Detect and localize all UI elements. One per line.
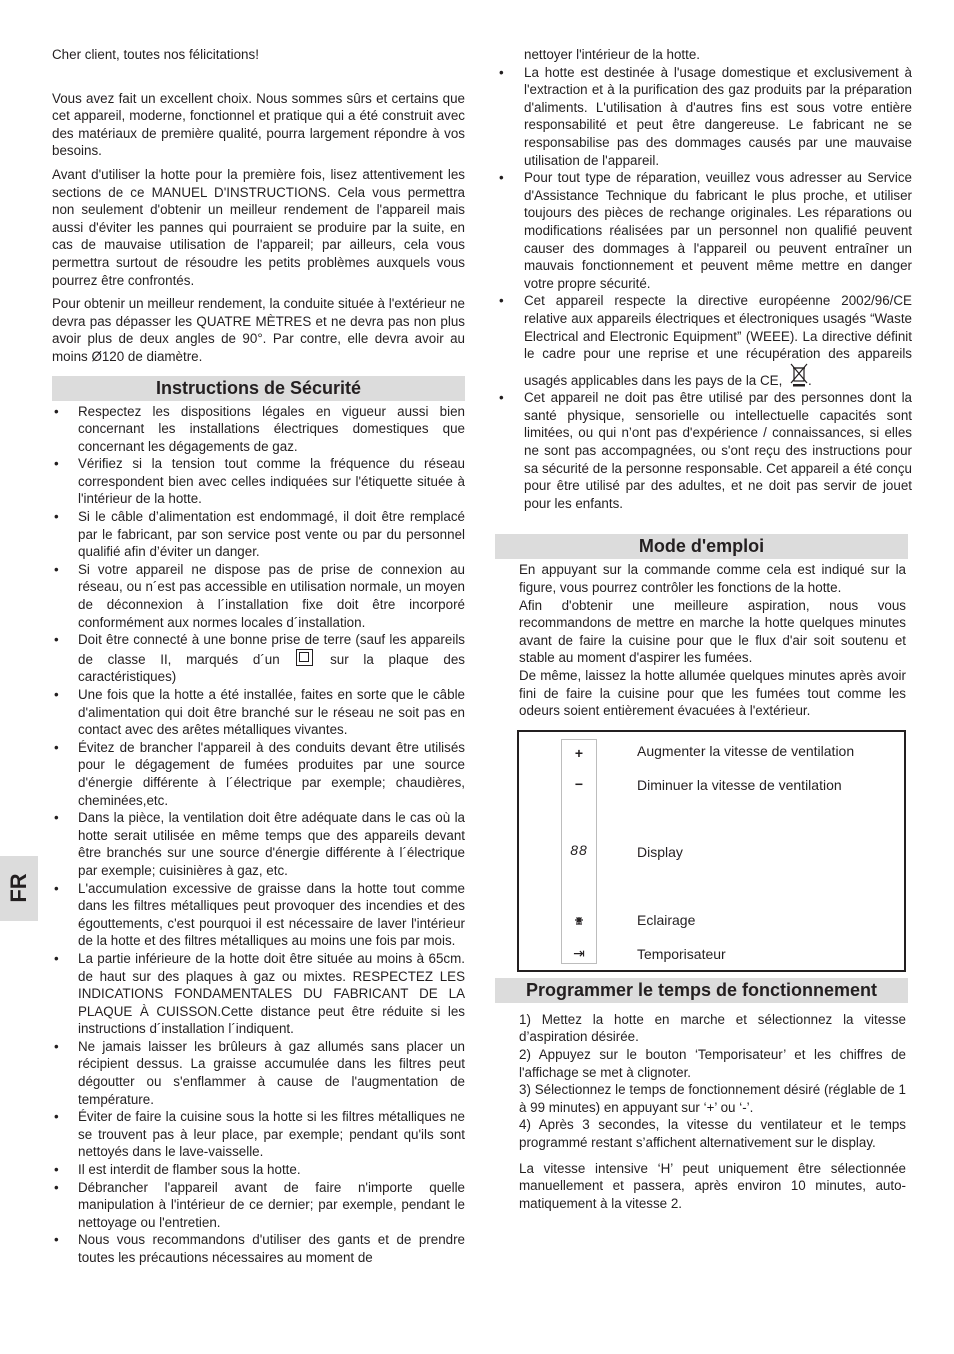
list-item: • Il est interdit de flamber sous la hotte. xyxy=(52,1161,465,1179)
safety-list xyxy=(52,403,465,1267)
safety-section-title: Instructions de Sécurité xyxy=(52,376,465,401)
program-section-title: Programmer le temps de fonctionnement xyxy=(495,978,908,1003)
weee-text: Cet appareil respecte la directive européenne 2002/96/CE relative aux appareils électriques et électroniques usagés “Waste Electrical and Electronic Equipment” (WEEE). La directive définit le cadre pour une reprise et une récupération des appareils usagés applicables dans les pays de la CE, xyxy=(524,293,912,388)
list-item: • Vérifiez si la tension tout comme la fréquence du réseau correspondent bien avec celles indiquées sur l'étiquette située à l'intérieur de la hotte. xyxy=(52,455,465,508)
mode-body xyxy=(495,561,912,719)
ground-text-end: sur la plaque des caractéristiques) xyxy=(78,651,465,685)
intro-paragraph: Vous avez fait un excellent choix. Nous sommes sûrs et certains que cet appareil, moderne, fonctionnel et pratique qui a été construit avec des matériaux de première qualité, pourra largement répondre à vos besoins. xyxy=(52,90,465,159)
control-panel-diagram xyxy=(517,730,906,972)
control-strip xyxy=(561,739,597,964)
list-item: • La hotte est destinée à l'usage domestique et exclusivement à l'extraction et à la purification des gaz produits par la préparation d'aliments. L'utilisation à d'autres fins est sous votre entière responsabilité et peut être dangereuse. Le fabricant ne se responsabilise pas des dommages causés par une mauvaise utilisation de l'appareil. xyxy=(495,64,912,170)
list-item: • Si le câble d’alimentation est endommagé, il doit être remplacé par le fabricant, par son service post vente ou par du personnel qualifié afin d’éviter un danger. xyxy=(52,508,465,561)
greeting: Cher client, toutes nos félicitations! xyxy=(52,47,259,62)
list-item: • Si votre appareil ne dispose pas de prise de connexion au réseau, ou n´est pas accessible en utilisation normale, un moyen de déconnexion à l´installation fixe doit être incorporé conformément aux normes locales d´installation. xyxy=(52,561,465,631)
intro-paragraph: Avant d'utiliser la hotte pour la première fois, lisez attentivement les sections de ce MANUEL D'INSTRUCTIONS. Cela vous permettra non seulement d'obtenir un meilleur rendement de l'appareil mais aussi d'éviter les pannes qui pourraient se produire par la suite, en cas de mauvaise utilisation de l'appareil; par ailleurs, cela vous permettra surtout de résoudre les petits problèmes auxquels vous pourrez être confrontés. xyxy=(52,166,465,288)
weee-text-end: . xyxy=(808,372,812,388)
safety-list-continued xyxy=(495,64,912,513)
list-item: • Cet appareil ne doit pas être utilisé par des personnes dont la santé physique, sensorielle ou intellectuelle capacités sont limitées, ou qui n’ont pas d'expérience / connaissances, si elles ne sont pas accompagnées, ou s'ont reçu des instructions pour sa sécurité de la personne responsable. Cet appareil a été conçu pour être utilisé par des adultes, et ne doit pas servir de jouet pour les enfants. xyxy=(495,389,912,512)
list-item: • Une fois que la hotte a été installée, faites en sorte que le câble d'alimentation qui doit être branché sur le réseau ne soit pas en contact avec des arêtes métalliques vivantes. xyxy=(52,686,465,739)
list-item: • Pour tout type de réparation, veuillez vous adresser au Service d'Assistance Technique du fabricant le plus proche, et utiliser toujours des pièces de rechange originales. Les réparations ou modifications réalisées par un personnel non qualifié peuvent causer des dommages à l'appareil ou peuvent entraîner un mauvais fonctionnement et peuvent même mettre en danger votre propre sécurité. xyxy=(495,169,912,292)
mode-paragraph: Afin d'obtenir une meilleure aspiration, nous vous recommandons de mettre en marche la hotte quelques minutes avant de faire la cuisine pour que le flux d'air soit soutenu et stable au moment d'aspirer les fumées. xyxy=(519,597,906,666)
list-item: • L'accumulation excessive de graisse dans la hotte tout comme dans les filtres métalliques peut provoquer des incendies et des égouttements, c'est pourquoi il est nécessaire de laver l'intérieur de la hotte et des filtres métalliques au moins une fois par mois. xyxy=(52,880,465,950)
timer-label: Temporisateur xyxy=(637,945,726,962)
program-step: 2) Appuyez sur le bouton ‘Temporisateur’ et les chiffres de l'affichage se met à clignoter. xyxy=(519,1046,906,1080)
list-item: • Éviter de faire la cuisine sous la hotte si les filtres métalliques ne se trouvent pas à leur place, par exemple; pendant qu'ils sont nettoyés dans le lave-vaisselle. xyxy=(52,1108,465,1161)
mode-paragraph: En appuyant sur la commande comme cela est indiqué sur la figure, vous pourrez contrôler les fonctions de la hotte. xyxy=(519,562,906,596)
program-step: 4) Après 3 secondes, la vitesse du ventilateur et le temps programmé restant s’affichent alternativement sur le display. xyxy=(519,1117,906,1150)
mode-section-title: Mode d'emploi xyxy=(495,534,908,559)
list-item: • Dans la pièce, la ventilation doit être adéquate dans le cas où la hotte serait utilisée en même temps que des appareils devant être branchés sur une source d'énergie différente à l´électrique par exemple; cuisinières à gaz, etc. xyxy=(52,809,465,879)
list-item xyxy=(52,631,465,686)
ground-text: Doit être connecté à une bonne prise de terre (sauf les appareils de classe II, marqués d´un xyxy=(78,632,465,667)
light-button[interactable] xyxy=(562,915,596,933)
weee-bin-icon xyxy=(790,363,808,387)
light-icon xyxy=(573,916,585,928)
list-item: • Nous vous recommandons d'utiliser des gants et de prendre toutes les précautions nécessaires au moment de xyxy=(52,1231,465,1266)
right-column xyxy=(495,46,912,1212)
minus-button[interactable]: − xyxy=(574,775,584,792)
language-tab xyxy=(0,856,38,921)
list-item: • La partie inférieure de la hotte doit être située au moins à 65cm. de haut sur des plaques à gaz ou mixtes. RESPECTEZ LES INDICATIONS FONDAMENTALES DU FABRICANT DE LA PLAQUE À CUISSON.Cette distance peut être réduite si les instructions d´installation l´indiquent. xyxy=(52,950,465,1038)
list-item: • Ne jamais laisser les brûleurs à gaz allumés sans placer un récipient dessus. La graisse accumulée dans les filtres peut dégoutter ou s'enflammer à cause de l'augmentation de température. xyxy=(52,1038,465,1108)
list-item: • Évitez de brancher l'appareil à des conduits devant être utilisés pour le dégagement de fumées produites par une source d'énergie différente à l´électrique par exemple; chaudières, cheminées,etc. xyxy=(52,739,465,809)
plus-label: Augmenter la vitesse de ventilation xyxy=(637,742,855,759)
list-item: • Débrancher l'appareil avant de faire n'importe quelle manipulation à l'intérieur de ce dernier; par exemple, pendant le nettoyage ou l'entretien. xyxy=(52,1179,465,1232)
program-note: La vitesse intensive ‘H’ peut uniquement être sélectionnée manuellement et passera, après environ 10 minutes, auto-matiquement à la vitesse 2. xyxy=(519,1160,906,1211)
program-step: 1) Mettez la hotte en marche et sélectionnez la vitesse d’aspiration désirée. xyxy=(519,1011,906,1045)
list-item: • Respectez les dispositions légales en vigueur aussi bien concernant les installations électriques domestiques que concernant les dégagements de gaz. xyxy=(52,403,465,456)
display-readout: 88 xyxy=(570,841,588,858)
class-ii-icon xyxy=(296,649,313,666)
program-body xyxy=(495,1011,912,1213)
continuation-text: nettoyer l'intérieur de la hotte. xyxy=(524,47,700,62)
light-label: Eclairage xyxy=(637,911,696,928)
list-item xyxy=(495,292,912,389)
mode-paragraph: De même, laissez la hotte allumée quelques minutes après avoir fini de faire la cuisine pour que les fumées tout comme les odeurs soient entièrement évacuées à l'extérieur. xyxy=(519,668,906,719)
minus-label: Diminuer la vitesse de ventilation xyxy=(637,776,842,793)
program-step: 3) Sélectionnez le temps de fonctionnement désiré (réglable de 1 à 99 minutes) en appuyant sur ‘+’ ou ‘-’. xyxy=(519,1082,906,1115)
language-tab-label: FR xyxy=(6,873,31,903)
display-label: Display xyxy=(637,843,683,860)
intro-paragraph: Pour obtenir un meilleur rendement, la conduite située à l'extérieur ne devra pas dépasser les QUATRE MÈTRES et ne devra pas non plus avoir plus de deux angles de 90°. Par contre, elle devra avoir au moins Ø120 de diamètre. xyxy=(52,296,465,364)
plus-button[interactable]: + xyxy=(574,744,584,761)
left-column xyxy=(52,46,465,1267)
timer-button[interactable]: ⇥ xyxy=(573,944,585,961)
